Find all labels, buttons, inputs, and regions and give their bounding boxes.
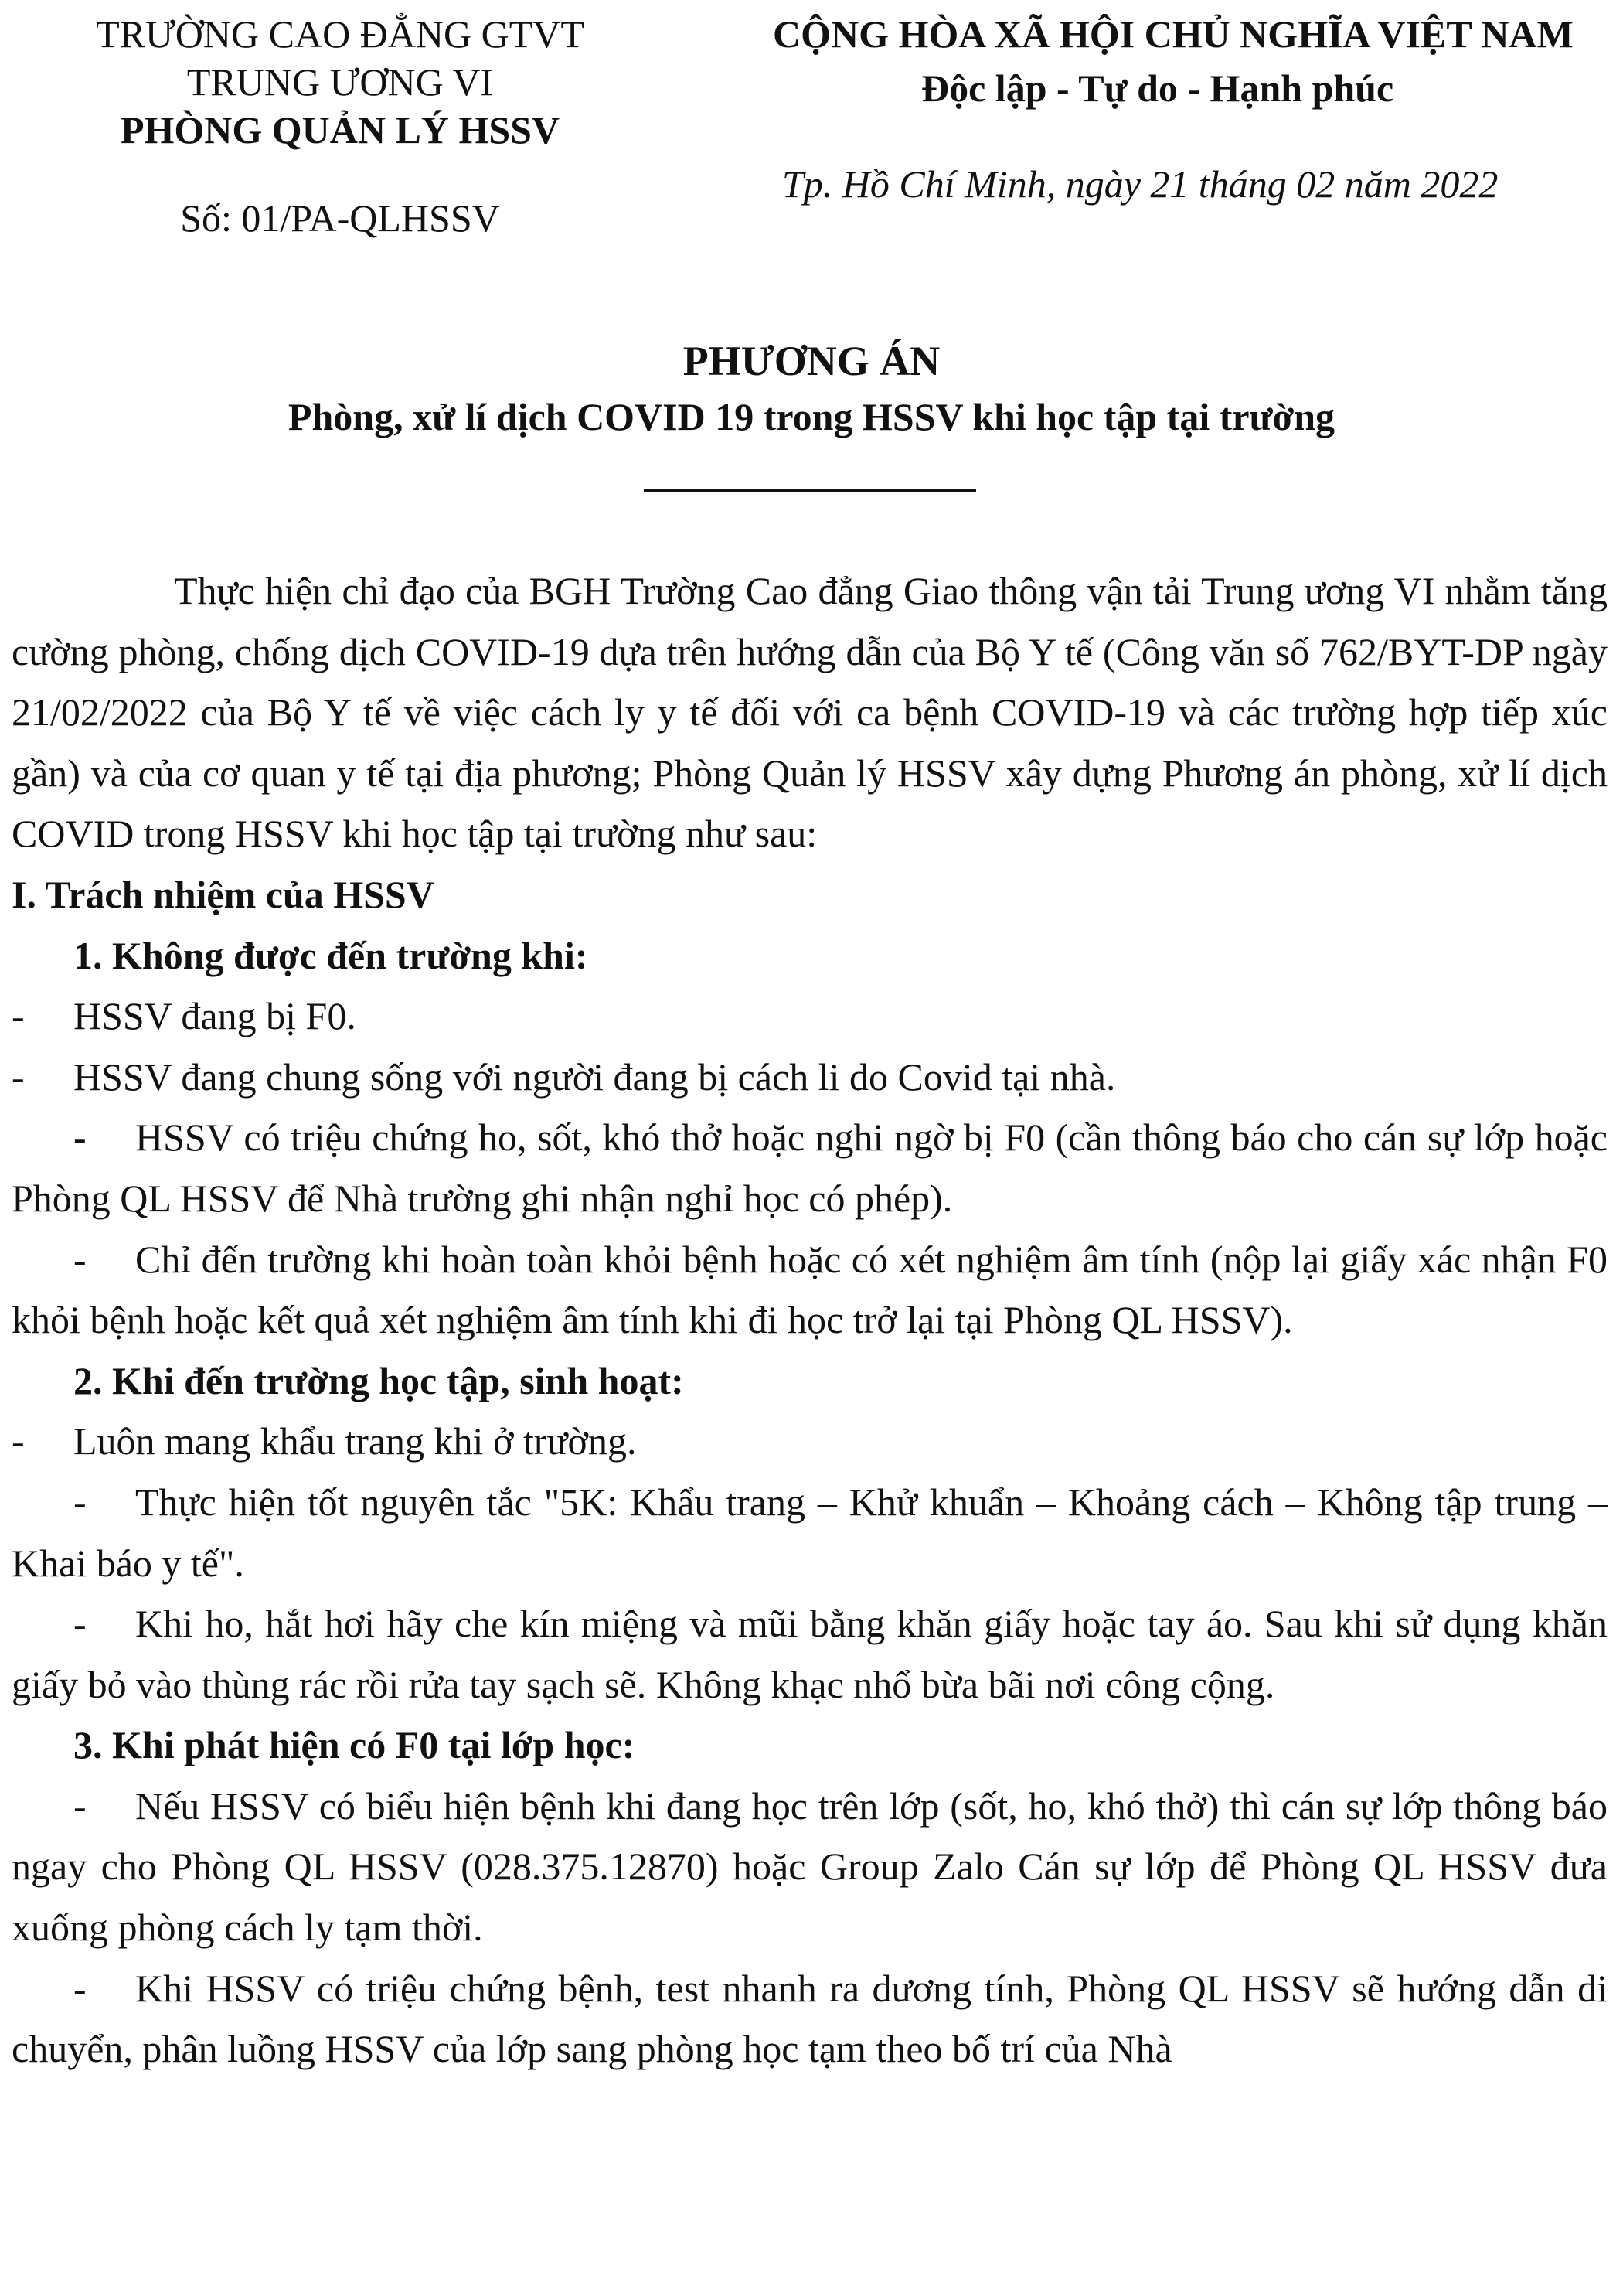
national-header-block — [773, 2, 1623, 213]
document-subtitle: Phòng, xử lí dịch COVID 19 trong HSSV khi học tập tại trường — [288, 395, 1335, 438]
title-divider — [644, 489, 976, 492]
place-and-date: Tp. Hồ Chí Minh, ngày 21 tháng 02 năm 2022 — [782, 162, 1499, 206]
national-motto: Độc lập - Tự do - Hạnh phúc — [921, 66, 1394, 110]
org-name-line-2: TRUNG ƯƠNG VI — [186, 60, 494, 104]
intro-paragraph: Thực hiện chỉ đạo của BGH Trường Cao đẳng Giao thông vận tải Trung ương VI nhằm tăng cường phòng, chống dịch COVID-19 dựa trên hướng dẫn của Bộ Y tế (Công văn số 762/BYT-DP ngày 21/02/2022 của Bộ Y tế về việc cách ly y tế đối với ca bệnh COVID-19 và các trường hợp tiếp xúc gần) và của cơ quan y tế tại địa phương; Phòng Quản lý HSSV xây dựng Phương án phòng, xử lí dịch COVID trong HSSV khi học tập tại trường như sau: — [12, 569, 1608, 856]
document-number: Số: 01/PA-QLHSSV — [180, 196, 500, 240]
list-dash: - — [73, 1116, 87, 1160]
department-name: PHÒNG QUẢN LÝ HSSV — [120, 108, 560, 152]
list-item: - Khi HSSV có triệu chứng bệnh, test nhanh ra dương tính, Phòng QL HSSV sẽ hướng dẫn di chuyển, phân luồng HSSV của lớp sang phòng học tạm theo bố trí của Nhà — [12, 1958, 1608, 2080]
list-dash: - — [73, 1783, 87, 1828]
document-title-block — [0, 329, 1623, 449]
subsection-heading-1: 1. Không được đến trường khi: — [73, 933, 588, 977]
list-item: - HSSV đang bị F0. — [12, 986, 1608, 1047]
list-item: - Khi ho, hắt hơi hãy che kín miệng và mũi bằng khăn giấy hoặc tay áo. Sau khi sử dụng khăn giấy bỏ vào thùng rác rồi rửa tay sạch sẽ. Không khạc nhổ bừa bãi nơi công cộng. — [12, 1593, 1608, 1715]
list-item: - Luôn mang khẩu trang khi ở trường. — [12, 1411, 1608, 1472]
document-body — [12, 560, 1608, 2080]
list-dash: - — [12, 994, 25, 1038]
list-item: - HSSV có triệu chứng ho, sốt, khó thở hoặc nghi ngờ bị F0 (cần thông báo cho cán sự lớp hoặc Phòng QL HSSV để Nhà trường ghi nhận nghỉ học có phép). — [12, 1107, 1608, 1228]
list-item: - Chỉ đến trường khi hoàn toàn khỏi bệnh hoặc có xét nghiệm âm tính (nộp lại giấy xác nhận F0 khỏi bệnh hoặc kết quả xét nghiệm âm tính khi đi học trở lại tại Phòng QL HSSV). — [12, 1229, 1608, 1351]
org-name-line-1: TRƯỜNG CAO ĐẲNG GTVT — [96, 12, 584, 56]
list-item: - Thực hiện tốt nguyên tắc "5K: Khẩu trang – Khử khuẩn – Khoảng cách – Không tập trung – Khai báo y tế". — [12, 1472, 1608, 1593]
list-dash: - — [73, 1602, 87, 1646]
subsection-heading-2: 2. Khi đến trường học tập, sinh hoạt: — [73, 1358, 684, 1402]
list-dash: - — [73, 1237, 87, 1281]
nation-name: CỘNG HÒA XÃ HỘI CHỦ NGHĨA VIỆT NAM — [773, 12, 1574, 56]
list-item: - Nếu HSSV có biểu hiện bệnh khi đang học trên lớp (sốt, ho, khó thở) thì cán sự lớp thông báo ngay cho Phòng QL HSSV (028.375.12870) hoặc Group Zalo Cán sự lớp để Phòng QL HSSV đưa xuống phòng cách ly tạm thời. — [12, 1776, 1608, 1958]
list-dash: - — [12, 1054, 25, 1099]
section-heading-1: I. Trách nhiệm của HSSV — [12, 872, 434, 916]
subsection-heading-3: 3. Khi phát hiện có F0 tại lớp học: — [73, 1723, 635, 1767]
list-dash: - — [73, 1966, 87, 2010]
list-item: - HSSV đang chung sống với người đang bị cách li do Covid tại nhà. — [12, 1047, 1608, 1108]
document-title: PHƯƠNG ÁN — [682, 338, 941, 384]
issuing-organization-block — [58, 2, 622, 250]
list-dash: - — [12, 1419, 25, 1463]
list-dash: - — [73, 1480, 87, 1524]
